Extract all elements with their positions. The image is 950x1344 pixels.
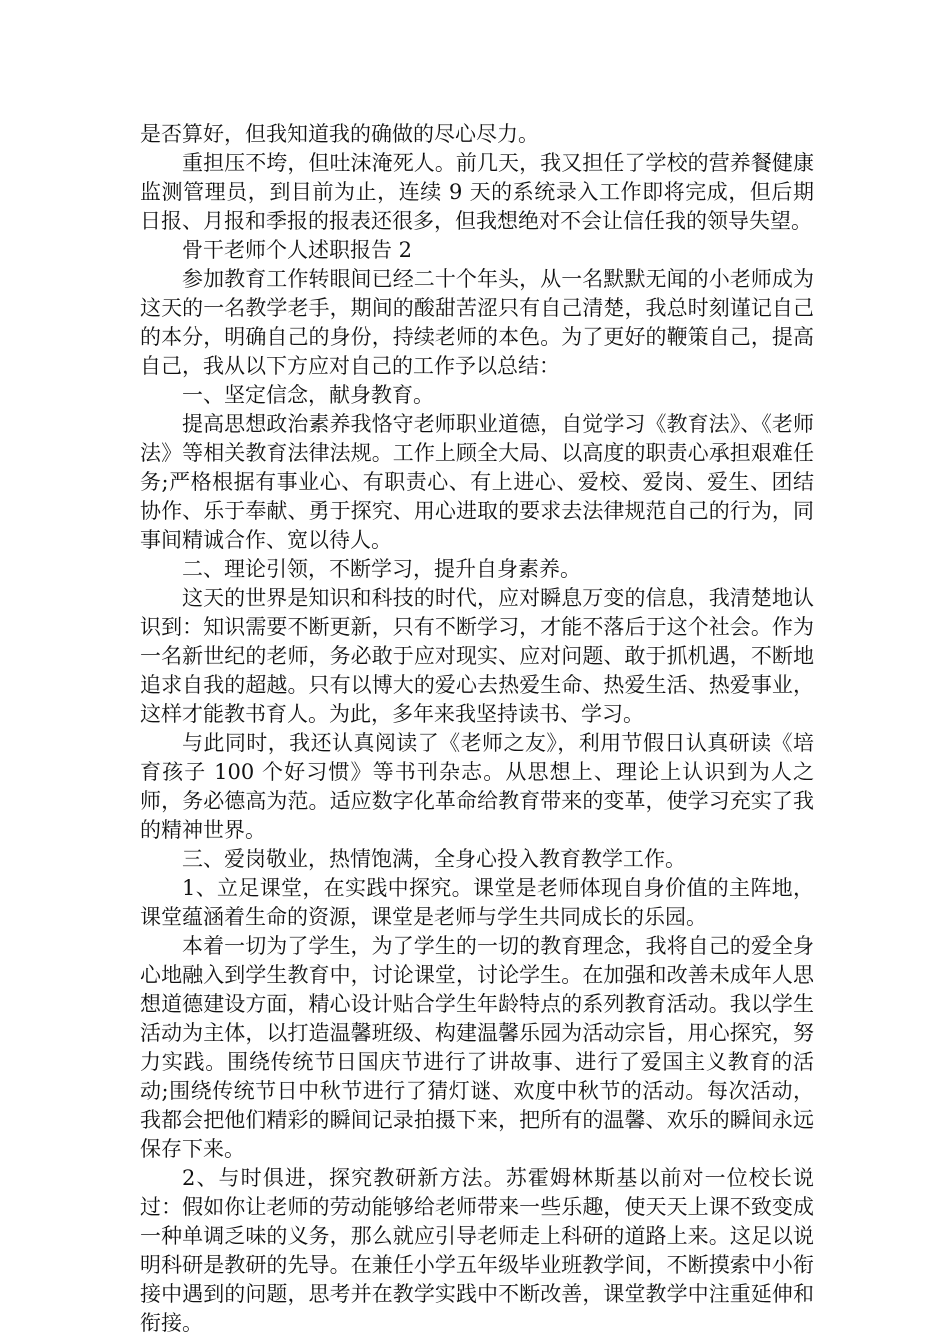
section-heading: 三、爱岗敬业，热情饱满，全身心投入教育教学工作。 bbox=[182, 847, 686, 871]
paragraph: 是否算好，但我知道我的确做的尽心尽力。 bbox=[140, 122, 539, 146]
paragraph: 重担压不垮，但吐沫淹死人。前几天，我又担任了学校的营养餐健康监测管理员，到目前为止，连续 9 天的系统录入工作即将完成，但后期日报、月报和季报的报表还很多，但我想绝对不会让信任我的领导失望。 bbox=[140, 151, 814, 233]
paragraph: 1、立足课堂，在实践中探究。课堂是老师体现自身价值的主阵地，课堂蕴涵着生命的资源，课堂是老师与学生共同成长的乐园。 bbox=[140, 876, 814, 929]
paragraph: 2、与时俱进，探究教研新方法。苏霍姆林斯基以前对一位校长说过：假如你让老师的劳动能够给老师带来一些乐趣，使天天上课不致变成一种单调乏味的义务，那么就应引导老师走上科研的道路上来。这足以说明科研是教研的先导。在兼任小学五年级毕业班教学间，不断摸索中小衔接中遇到的问题，思考并在教学实践中不断改善，课堂教学中注重延伸和衔接。 bbox=[140, 1166, 814, 1335]
paragraph: 这天的世界是知识和科技的时代，应对瞬息万变的信息，我清楚地认识到：知识需要不断更新，只有不断学习，才能不落后于这个社会。作为一名新世纪的老师，务必敢于应对现实、应对问题、敢于抓机遇，不断地追求自我的超越。只有以博大的爱心去热爱生命、热爱生活、热爱事业，这样才能教书育人。为此，多年来我坚持读书、学习。 bbox=[140, 586, 814, 726]
section-heading: 二、理论引领，不断学习，提升自身素养。 bbox=[182, 557, 581, 581]
section-heading: 一、坚定信念，献身教育。 bbox=[182, 383, 434, 407]
paragraph: 本着一切为了学生，为了学生的一切的教育理念，我将自己的爱全身心地融入到学生教育中，讨论课堂，讨论学生。在加强和改善未成年人思想道德建设方面，精心设计贴合学生年龄特点的系列教育活动。我以学生活动为主体，以打造温馨班级、构建温馨乐园为活动宗旨，用心探究，努力实践。围绕传统节日国庆节进行了讲故事、进行了爱国主义教育的活动;围绕传统节日中秋节进行了猜灯谜、欢度中秋节的活动。每次活动，我都会把他们精彩的瞬间记录拍摄下来，把所有的温馨、欢乐的瞬间永远保存下来。 bbox=[140, 934, 814, 1161]
paragraph: 提高思想政治素养我恪守老师职业道德，自觉学习《教育法》、《老师法》等相关教育法律法规。工作上顾全大局、以高度的职责心承担艰难任务;严格根据有事业心、有职责心、有上进心、爱校、爱岗、爱生、团结协作、乐于奉献、勇于探究、用心进取的要求去法律规范自己的行为，同事间精诚合作、宽以待人。 bbox=[140, 412, 814, 552]
document-body bbox=[140, 120, 814, 1338]
paragraph: 与此同时，我还认真阅读了《老师之友》，利用节假日认真研读《培育孩子 100 个好习惯》等书刊杂志。从思想上、理论上认识到为人之师，务必德高为范。适应数字化革命给教育带来的变革，使学习充实了我的精神世界。 bbox=[140, 731, 814, 842]
section-title: 骨干老师个人述职报告 2 bbox=[182, 238, 413, 262]
paragraph: 参加教育工作转眼间已经二十个年头，从一名默默无闻的小老师成为这天的一名教学老手，期间的酸甜苦涩只有自己清楚，我总时刻谨记自己的本分，明确自己的身份，持续老师的本色。为了更好的鞭策自己，提高自己，我从以下方应对自己的工作予以总结： bbox=[140, 267, 814, 378]
